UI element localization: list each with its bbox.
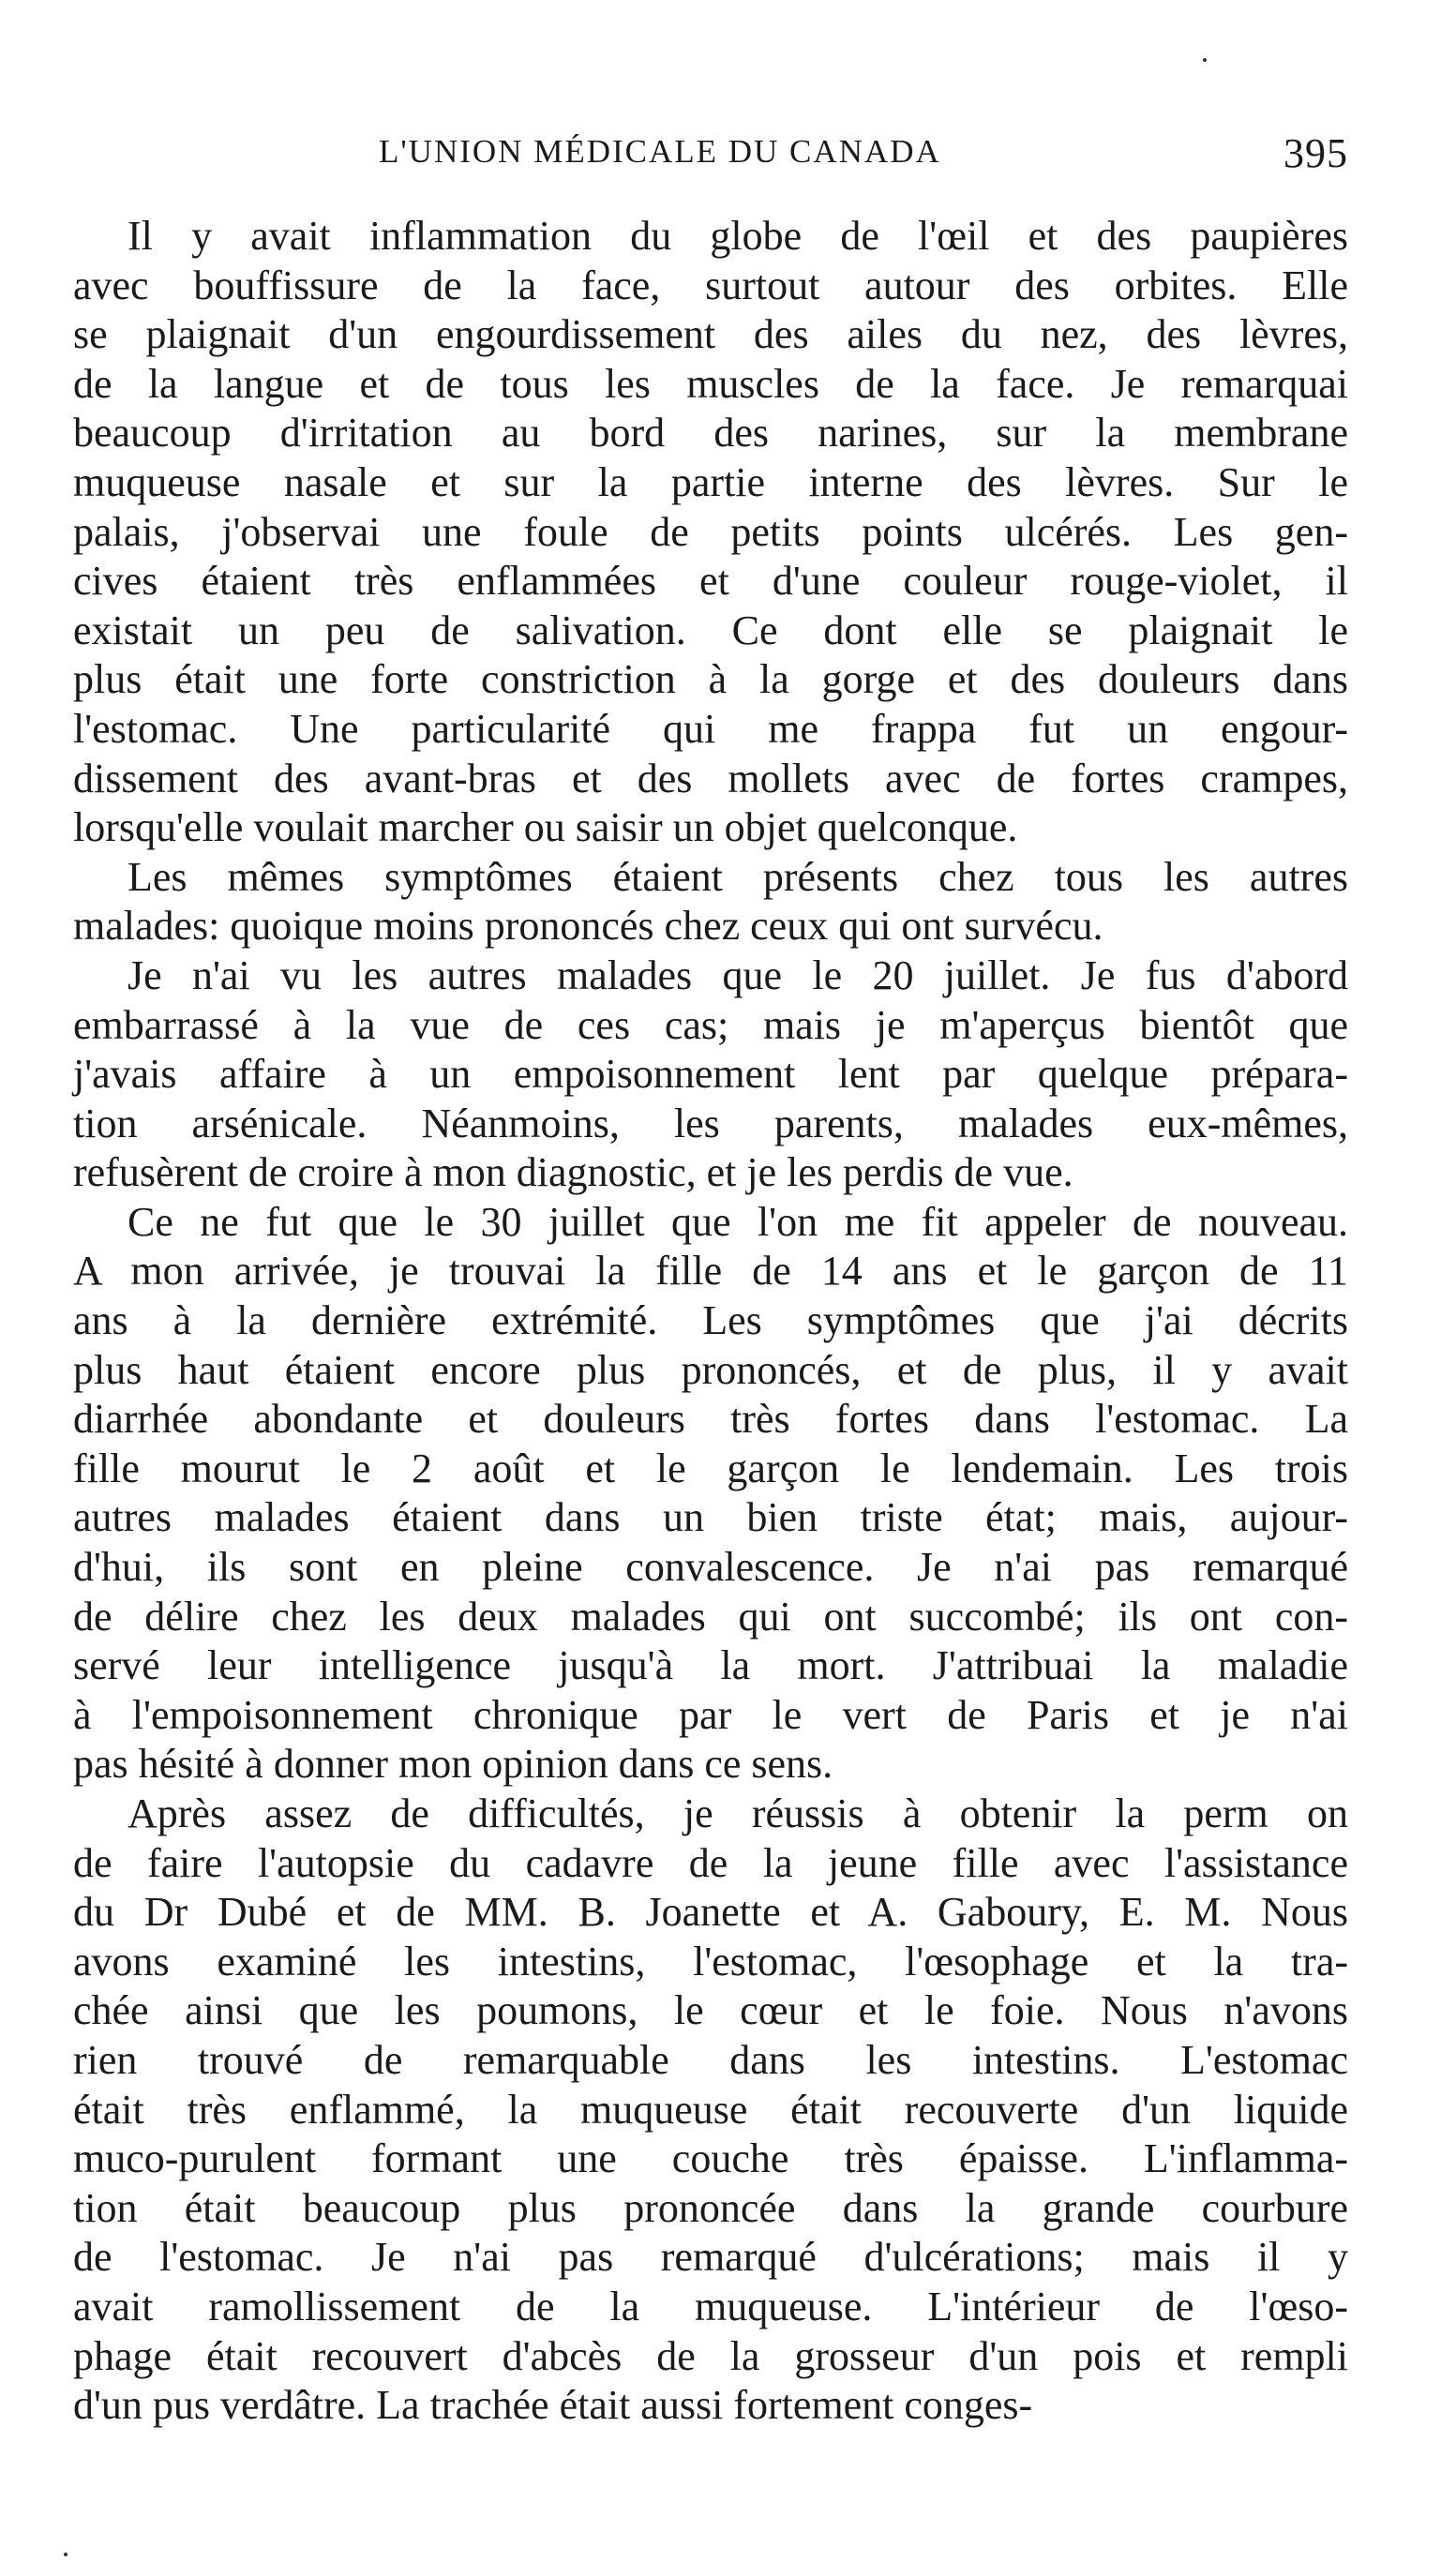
- text-line: était très enflammé, la muqueuse était recouverte d'un liquide: [73, 2086, 1348, 2133]
- text-line: servé leur intelligence jusqu'à la mort. J'attribuai la maladie: [73, 1642, 1348, 1689]
- print-speck: [64, 2553, 68, 2556]
- text-line: avec bouffissure de la face, surtout autour des orbites. Elle: [73, 262, 1348, 308]
- text-line: phage était recouvert d'abcès de la grosseur d'un pois et rempli: [73, 2332, 1348, 2379]
- paragraph: [73, 1790, 1348, 2431]
- text-line: l'estomac. Une particularité qui me frappa fut un engour-: [73, 705, 1348, 752]
- paragraph: [73, 853, 1348, 951]
- text-line: de l'estomac. Je n'ai pas remarqué d'ulcérations; mais il y: [73, 2234, 1348, 2281]
- text-line: de la langue et de tous les muscles de la face. Je remarquai: [73, 360, 1348, 407]
- page-number: 395: [1283, 130, 1348, 176]
- text-line: avons examiné les intestins, l'estomac, l'œsophage et la tra-: [73, 1938, 1348, 1984]
- text-line: Je n'ai vu les autres malades que le 20 juillet. Je fus d'abord: [128, 951, 1348, 998]
- text-line: Ce ne fut que le 30 juillet que l'on me fit appeler de nouveau.: [128, 1198, 1348, 1245]
- print-speck: [1203, 58, 1207, 62]
- text-line: embarrassé à la vue de ces cas; mais je m'aperçus bientôt que: [73, 1001, 1348, 1048]
- text-line: à l'empoisonnement chronique par le vert de Paris et je n'ai: [73, 1691, 1348, 1738]
- text-line: palais, j'observai une foule de petits points ulcérés. Les gen-: [73, 508, 1348, 555]
- text-line: dissement des avant-bras et des mollets avec de fortes crampes,: [73, 755, 1348, 801]
- running-title: L'UNION MÉDICALE DU CANADA: [379, 133, 941, 170]
- text-line: chée ainsi que les poumons, le cœur et le foie. Nous n'avons: [73, 1987, 1348, 2034]
- paragraph: [73, 1198, 1348, 1790]
- body-text: [73, 212, 1348, 2431]
- text-line: beaucoup d'irritation au bord des narines, sur la membrane: [73, 410, 1348, 457]
- text-line: avait ramollissement de la muqueuse. L'intérieur de l'œso-: [73, 2283, 1348, 2329]
- paragraph: [73, 212, 1348, 853]
- text-line: plus haut étaient encore plus prononcés, et de plus, il y avait: [73, 1346, 1348, 1393]
- text-line: existait un peu de salivation. Ce dont elle se plaignait le: [73, 607, 1348, 653]
- text-line: Après assez de difficultés, je réussis à obtenir la perm on: [128, 1790, 1348, 1836]
- text-line: tion était beaucoup plus prononcée dans la grande courbure: [73, 2184, 1348, 2231]
- text-line: fille mourut le 2 août et le garçon le lendemain. Les trois: [73, 1445, 1348, 1491]
- text-line: d'un pus verdâtre. La trachée était aussi fortement conges-: [73, 2382, 1033, 2429]
- text-line: A mon arrivée, je trouvai la fille de 14 ans et le garçon de 11: [73, 1248, 1348, 1295]
- text-line: rien trouvé de remarquable dans les intestins. L'estomac: [73, 2036, 1348, 2083]
- text-line: tion arsénicale. Néanmoins, les parents, malades eux-mêmes,: [73, 1100, 1348, 1146]
- text-line: ans à la dernière extrémité. Les symptômes que j'ai décrits: [73, 1297, 1348, 1344]
- text-line: pas hésité à donner mon opinion dans ce sens.: [73, 1741, 833, 1788]
- text-line: muco-purulent formant une couche très épaisse. L'inflamma-: [73, 2135, 1348, 2182]
- text-line: de délire chez les deux malades qui ont succombé; ils ont con-: [73, 1593, 1348, 1640]
- text-line: Les mêmes symptômes étaient présents chez tous les autres: [128, 853, 1348, 900]
- text-line: Il y avait inflammation du globe de l'œil et des paupières: [128, 213, 1348, 259]
- text-line: refusèrent de croire à mon diagnostic, et je les perdis de vue.: [73, 1149, 1073, 1196]
- text-line: plus était une forte constriction à la gorge et des douleurs dans: [73, 656, 1348, 703]
- text-line: diarrhée abondante et douleurs très fortes dans l'estomac. La: [73, 1396, 1348, 1443]
- text-line: malades: quoique moins prononcés chez ceux qui ont survécu.: [73, 903, 1103, 950]
- text-line: lorsqu'elle voulait marcher ou saisir un objet quelconque.: [73, 804, 1018, 851]
- text-line: j'avais affaire à un empoisonnement lent par quelque prépara-: [73, 1051, 1348, 1098]
- text-line: muqueuse nasale et sur la partie interne des lèvres. Sur le: [73, 458, 1348, 505]
- text-line: se plaignait d'un engourdissement des ailes du nez, des lèvres,: [73, 311, 1348, 358]
- text-line: du Dr Dubé et de MM. B. Joanette et A. Gaboury, E. M. Nous: [73, 1889, 1348, 1936]
- text-line: de faire l'autopsie du cadavre de la jeune fille avec l'assistance: [73, 1839, 1348, 1886]
- paragraph: [73, 951, 1348, 1198]
- text-line: autres malades étaient dans un bien triste état; mais, aujour-: [73, 1494, 1348, 1541]
- running-head: [73, 130, 1348, 180]
- text-line: cives étaient très enflammées et d'une couleur rouge-violet, il: [73, 558, 1348, 605]
- text-line: d'hui, ils sont en pleine convalescence. Je n'ai pas remarqué: [73, 1544, 1348, 1591]
